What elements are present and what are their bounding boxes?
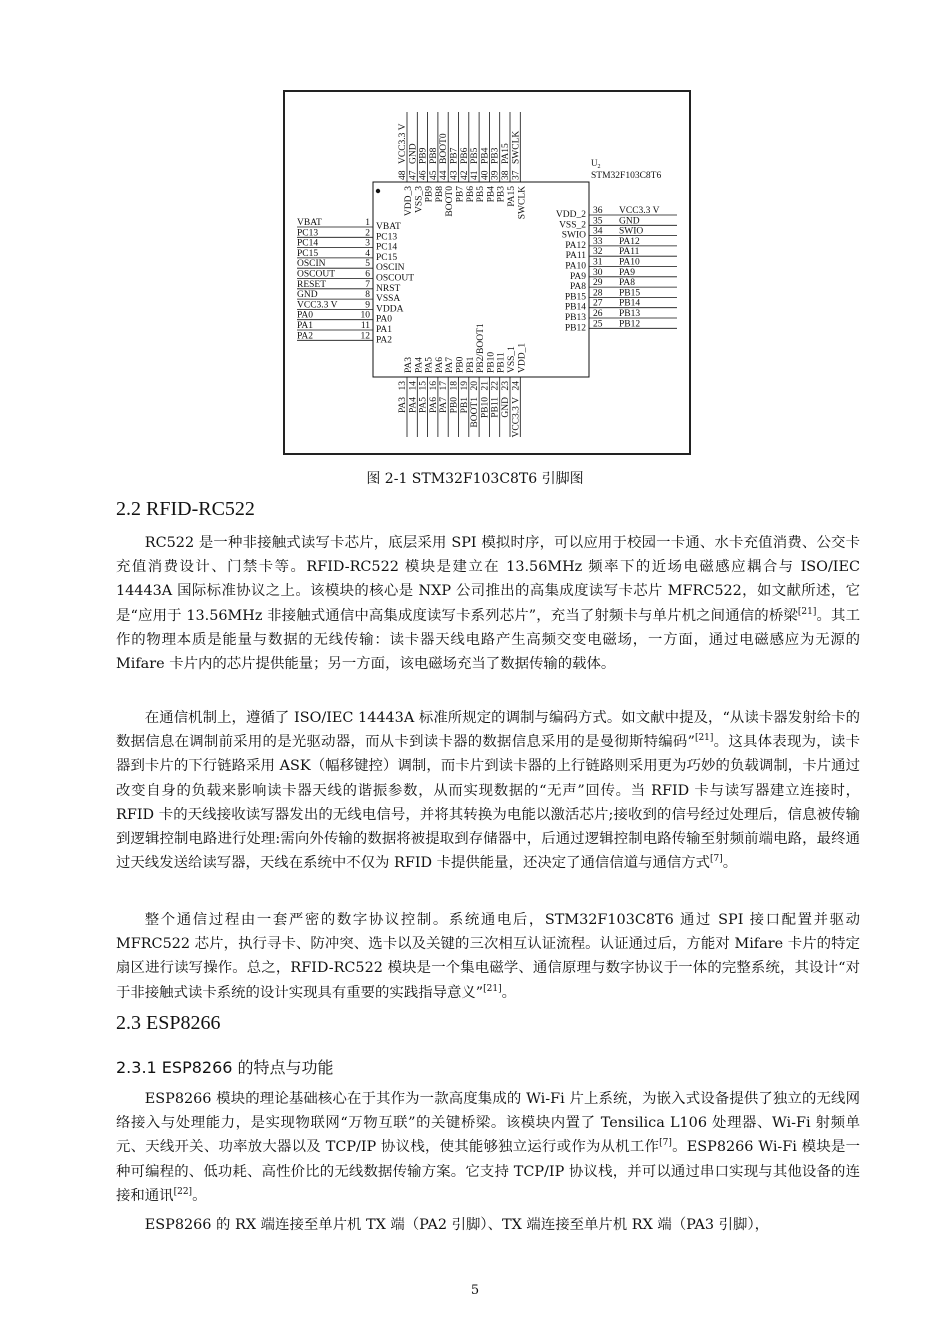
pin-number-right: 30 [593, 267, 603, 278]
section-heading-2-2: 2.2 RFID-RC522 [116, 498, 255, 520]
section-heading-2-3: 2.3 ESP8266 [116, 1012, 221, 1034]
citation-ref: [22] [173, 1187, 193, 1198]
subsection-heading-2-3-1: 2.3.1 ESP8266 的特点与功能 [116, 1058, 334, 1077]
pin-ext-label-top: BOOT0 [439, 133, 450, 164]
pin-number-right: 36 [593, 206, 603, 216]
paragraph-esp8266-wiring [116, 1213, 860, 1237]
pin-int-label-left: NRST [376, 283, 401, 294]
pin-int-label-top: PB5 [476, 186, 487, 203]
pin-int-label-left: VSSA [376, 294, 401, 305]
pin-ext-label-left: PA1 [297, 321, 314, 331]
pin-ext-label-top: PB7 [449, 147, 460, 164]
pin-ext-label-top: PB3 [490, 147, 501, 164]
pin-int-label-right: SWIO [561, 230, 586, 241]
pin-ext-label-bottom: PB1 [459, 397, 470, 414]
pin-ext-label-right: VCC3.3 V [619, 206, 660, 216]
pin-number-left: 1 [365, 218, 370, 228]
pin-ext-label-top: PB9 [418, 147, 429, 164]
text-run: ESP8266 的 RX 端连接至单片机 TX 端（PA2 引脚）、TX 端连接至单片机 RX 端（PA3 引脚）， [144, 1217, 770, 1233]
pin-number-right: 26 [593, 309, 603, 319]
pin-number-bottom: 22 [490, 381, 501, 391]
pin-ext-label-bottom: PA4 [408, 397, 419, 414]
pin-int-label-left: PA1 [376, 325, 393, 335]
pin-int-label-bottom: PB2/BOOT1 [476, 323, 487, 373]
text-run: 。 [192, 1187, 207, 1204]
pin-number-top: 43 [449, 170, 460, 180]
pin-ext-label-right: PA10 [619, 257, 640, 268]
pin-number-top: 38 [501, 170, 511, 180]
pin-ext-label-top: PA15 [501, 143, 511, 164]
pin-ext-label-left: PC15 [297, 248, 319, 259]
text-run: 。ESP8266 Wi-Fi 模块是一种可编程的、低功耗、高性价比的无线数据传输方案。它支持 TCP/IP 协议栈，并可以通过串口实现与其他设备的连接和通讯 [116, 1139, 860, 1204]
pin-number-top: 47 [408, 170, 419, 180]
pin-ext-label-bottom: PB11 [490, 397, 501, 418]
pinout-figure [283, 90, 691, 455]
pin-int-label-right: PA10 [565, 261, 586, 272]
chip-ref-label: $U_2$ [591, 158, 601, 170]
pin-number-bottom: 21 [480, 381, 491, 391]
pin-number-bottom: 15 [418, 381, 429, 391]
pin-int-label-bottom: PA3 [404, 356, 414, 373]
pin-int-label-left: VBAT [376, 222, 401, 232]
citation-ref: [21] [797, 606, 817, 617]
text-run: RC522 是一种非接触式读写卡芯片，底层采用 SPI 模拟时序，可以应用于校园一卡通、水卡充值消费、公交卡充值消费设计、门禁卡等。RFID-RC522 模块是建立在 13.56MHz 频率下的近场电磁感应耦合与 ISO/IEC 14443A 国际标准协议之上。该模块的核心是 NXP 公司推出的高集成度读写卡芯片 MFRC522，如文献所述，它是“应用于 13.56MHz 非接触式通信中高集成度读写卡系列芯片”，充当了射频卡与单片机之间通信的桥梁 [116, 535, 860, 624]
pin-number-left: 5 [365, 259, 370, 270]
pin-number-bottom: 17 [439, 381, 450, 391]
pin-number-top: 39 [490, 170, 501, 180]
pin-int-label-bottom: PA4 [414, 356, 425, 373]
pin-ext-label-left: VCC3.3 V [297, 300, 338, 311]
chip-name-label: STM32F103C8T6 [591, 171, 662, 181]
pin-ext-label-right: PA9 [619, 267, 636, 278]
pin-int-label-top: PB7 [455, 186, 466, 203]
pin-int-label-bottom: PA7 [445, 356, 456, 373]
pin-number-left: 6 [365, 269, 370, 280]
pin-ext-label-left: PA0 [297, 310, 314, 321]
pin-number-left: 2 [365, 228, 370, 239]
pin-ext-label-left: RESET [297, 279, 327, 290]
pin-int-label-left: VDDA [376, 304, 404, 315]
pin-int-label-left: PA0 [376, 314, 393, 325]
pin-ext-label-left: PC14 [297, 238, 319, 249]
pin-int-label-left: OSCOUT [376, 273, 415, 284]
pin-number-right: 29 [593, 278, 603, 289]
text-run: 。其工作的物理本质是能量与数据的无线传输：读卡器天线电路产生高频交变电磁场，一方面，通过电磁感应为无源的 Mifare 卡片内的芯片提供能量；另一方面，该电磁场充当了数据传输的载体。 [116, 607, 860, 673]
pin-number-top: 37 [511, 170, 522, 180]
pin-int-label-right: PA9 [569, 271, 586, 282]
pin-number-bottom: 19 [459, 381, 470, 391]
pin-ext-label-left: PC13 [297, 228, 319, 239]
pin-number-top: 41 [470, 170, 481, 180]
pin-int-label-left: PC13 [376, 232, 398, 243]
pin-int-label-top: BOOT0 [445, 186, 456, 217]
pin-int-label-right: PB14 [564, 302, 586, 313]
pin-int-label-top: SWCLK [517, 186, 528, 220]
figure-caption: 图 2-1 STM32F103C8T6 引脚图 [366, 471, 584, 487]
pin-number-right: 25 [593, 319, 603, 330]
pin-ext-label-left: VBAT [297, 218, 322, 228]
pin-number-top: 44 [439, 170, 450, 180]
pin-ext-label-right: PB12 [619, 319, 641, 330]
pin-int-label-bottom: VSS_1 [507, 346, 517, 373]
pin-int-label-right: PB12 [564, 323, 586, 334]
pin-number-bottom: 16 [428, 381, 439, 391]
pin-int-label-left: OSCIN [376, 263, 405, 274]
pin-int-label-right: PA8 [569, 282, 586, 293]
pin-number-left: 7 [365, 279, 370, 290]
pin-int-label-bottom: VDD_1 [517, 342, 528, 373]
pin-number-left: 8 [365, 290, 370, 301]
pin-int-label-bottom: PA5 [424, 356, 435, 373]
pin-ext-label-bottom: PA3 [398, 397, 408, 414]
pin-number-top: 48 [398, 170, 408, 180]
pin-ext-label-right: PA11 [619, 247, 640, 258]
pin-ext-label-top: PB8 [428, 147, 439, 164]
pin-ext-label-bottom: PB0 [449, 397, 460, 414]
text-run: 整个通信过程由一套严密的数字协议控制。系统通电后，STM32F103C8T6 通过 SPI 接口配置并驱动 MFRC522 芯片，执行寻卡、防冲突、选卡以及关键的三次相互认证流程。认证通过后，方能对 Mifare 卡片的特定扇区进行读写操作。总之，RFID-RC522 模块是一个集电磁学、通信原理与数字协议于一体的完整系统，其设计“对于非接触式读卡系统的设计实现具有重要的实践指导意义” [116, 912, 860, 1001]
pin-ext-label-top: PB4 [480, 147, 491, 164]
paragraph-rc522-intro [116, 531, 860, 676]
pin-number-left: 10 [360, 310, 370, 321]
pin-number-left: 9 [365, 300, 370, 311]
pin-int-label-bottom: PA6 [434, 356, 445, 373]
pin-int-label-top: VSS_3 [414, 186, 425, 213]
pin-number-top: 40 [480, 170, 491, 180]
pin-int-label-bottom: PB0 [455, 356, 466, 373]
text-run: 在通信机制上，遵循了 ISO/IEC 14443A 标准所规定的调制与编码方式。如文献中提及，“从读卡器发射给卡的数据信息在调制前采用的是光驱动器，而从卡到读卡器的数据信息采用的是曼彻斯特编码” [116, 710, 860, 751]
pin-ext-label-bottom: GND [501, 397, 511, 418]
citation-ref: [21] [483, 983, 502, 994]
pin-int-label-right: PB15 [564, 292, 586, 303]
pin-ext-label-right: PB13 [619, 309, 641, 319]
citation-ref: [21] [694, 733, 714, 744]
pin-int-label-top: PB6 [465, 186, 476, 203]
pin-number-right: 35 [593, 216, 603, 227]
pin-number-left: 11 [360, 321, 370, 331]
pin-int-label-right: PB13 [564, 313, 586, 323]
pin-int-label-bottom: PB10 [486, 351, 497, 373]
pin-ext-label-left: PA2 [297, 331, 314, 342]
pin-ext-label-top: PB5 [470, 147, 481, 164]
text-run: 。 [501, 984, 517, 1001]
pin-number-right: 31 [593, 257, 603, 268]
pin-int-label-bottom: PB1 [465, 356, 476, 373]
pin-ext-label-bottom: BOOT1 [470, 397, 481, 428]
pin-int-label-bottom: PB11 [496, 352, 507, 373]
pin-ext-label-left: OSCOUT [297, 269, 336, 280]
text-run: 。 [722, 855, 738, 872]
pin-int-label-right: PA11 [565, 251, 586, 262]
pin-ext-label-bottom: PA5 [418, 397, 429, 414]
paragraph-esp8266-features [116, 1087, 860, 1208]
pin-ext-label-bottom: PA7 [439, 397, 450, 414]
pin-int-label-right: VSS_2 [559, 220, 586, 231]
paragraph-rc522-mechanism [116, 706, 860, 875]
pin-int-label-right: VDD_2 [555, 210, 586, 220]
pin-ext-label-right: PB14 [619, 298, 641, 309]
pin-int-label-top: PA15 [507, 186, 517, 207]
pin-ext-label-right: PA12 [619, 236, 640, 247]
pin-number-right: 34 [593, 226, 603, 237]
pin-int-label-left: PA2 [376, 335, 393, 346]
pin-int-label-left: PC15 [376, 252, 398, 263]
pin-int-label-top: VDD_3 [404, 186, 414, 217]
pin-number-right: 32 [593, 247, 603, 258]
pin-ext-label-bottom: PA6 [428, 397, 439, 414]
text-run: 。这具体表现为，读卡器到卡片的下行链路采用 ASK（幅移键控）调制，而卡片到读卡器的上行链路则采用更为巧妙的负载调制，卡片通过改变自身的负载来影响读卡器天线的谐振参数，从而实现数据的“无声”回传。当 RFID 卡与读写器建立连接时，RFID 卡的天线接收读写器发出的无线电信号，并将其转换为电能以激活芯片;接收到的信号经过处理后，信息被传输到逻辑控制电路进行处理:需向外传输的数据将被提取到存储器中，后通过逻辑控制电路传输至射频前端电路，最终通过天线发送给读写器，天线在系统中不仅为 RFID 卡提供能量，还决定了通信信道与通信方式 [116, 734, 860, 872]
pin-ext-label-top: PB6 [459, 147, 470, 164]
pin-int-label-top: PB8 [434, 186, 445, 203]
citation-ref: [7] [710, 854, 723, 865]
citation-ref: [7] [659, 1138, 672, 1149]
pin-ext-label-right: PA8 [619, 278, 636, 289]
pin-ext-label-left: OSCIN [297, 259, 326, 270]
paragraph-rc522-protocol [116, 908, 860, 1005]
pin-number-left: 4 [365, 248, 370, 259]
pin-number-right: 28 [593, 288, 603, 299]
pin-int-label-top: PB3 [496, 186, 507, 203]
pinout-diagram [285, 92, 689, 453]
pin1-marker [376, 189, 380, 193]
pin-number-bottom: 18 [449, 381, 460, 391]
pin-number-bottom: 13 [398, 381, 408, 391]
pin-ext-label-right: PB15 [619, 288, 641, 299]
pin-number-right: 27 [593, 298, 603, 309]
page-number: 5 [470, 1283, 480, 1298]
pin-number-right: 33 [593, 236, 603, 247]
pin-ext-label-bottom: VCC3.3 V [511, 397, 522, 438]
pin-number-bottom: 14 [408, 381, 419, 391]
pin-number-left: 3 [365, 238, 370, 249]
pin-number-left: 12 [360, 331, 370, 342]
pin-number-bottom: 20 [470, 381, 481, 391]
pin-int-label-left: PC14 [376, 242, 398, 253]
pin-ext-label-left: GND [297, 290, 318, 301]
pin-number-top: 46 [418, 170, 429, 180]
text-run: ESP8266 模块的理论基础核心在于其作为一款高度集成的 Wi-Fi 片上系统，为嵌入式设备提供了独立的无线网络接入与处理能力，是实现物联网“万物互联”的关键桥梁。该模块内置了 Tensilica L106 处理器、Wi-Fi 射频单元、天线开关、功率放大器以及 TCP/IP 协议栈，使其能够独立运行或作为从机工作 [116, 1091, 860, 1156]
pin-int-label-right: PA12 [565, 240, 586, 251]
pin-ext-label-top: GND [408, 143, 419, 164]
pin-ext-label-top: VCC3.3 V [398, 123, 408, 164]
pin-number-bottom: 23 [501, 381, 511, 391]
pin-number-top: 42 [459, 170, 470, 180]
pin-ext-label-top: SWCLK [511, 130, 522, 164]
pin-int-label-top: PB4 [486, 186, 497, 203]
pin-number-top: 45 [428, 170, 439, 180]
pin-number-bottom: 24 [511, 381, 522, 391]
pin-ext-label-right: SWIO [619, 226, 644, 237]
pin-int-label-top: PB9 [424, 186, 435, 203]
pin-ext-label-bottom: PB10 [480, 397, 491, 419]
pin-ext-label-right: GND [619, 216, 640, 227]
